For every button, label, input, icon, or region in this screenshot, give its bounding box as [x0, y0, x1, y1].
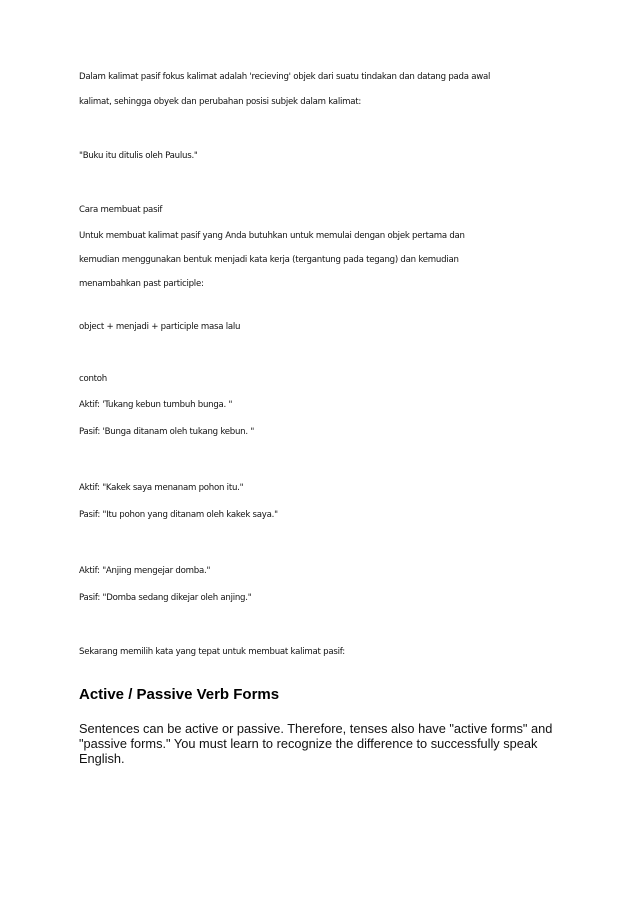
english-heading: Active / Passive Verb Forms [79, 686, 280, 703]
english-paragraph-line-1: Sentences can be active or passive. Therefore, tenses also have "active forms" and [79, 721, 553, 736]
paragraph-howto-line-3: menambahkan past participle: [79, 279, 204, 289]
paragraph-howto-line-2: kemudian menggunakan bentuk menjadi kata kerja (tergantung pada tegang) dan kemudian [79, 255, 459, 265]
formula: object + menjadi + participle masa lalu [79, 322, 241, 332]
section-title: Cara membuat pasif [79, 205, 163, 215]
example-1-passive: Pasif: 'Bunga ditanam oleh tukang kebun. " [79, 427, 255, 437]
example-3-passive: Pasif: "Domba sedang dikejar oleh anjing." [79, 593, 252, 603]
example-3-active: Aktif: "Anjing mengejar domba." [79, 566, 211, 576]
paragraph-intro-line-1: Dalam kalimat pasif fokus kalimat adalah 'recieving' objek dari suatu tindakan dan datang pada awal [79, 72, 491, 82]
example-2-active: Aktif: "Kakek saya menanam pohon itu." [79, 483, 244, 493]
example-1-active: Aktif: 'Tukang kebun tumbuh bunga. " [79, 400, 233, 410]
paragraph-howto-line-1: Untuk membuat kalimat pasif yang Anda butuhkan untuk memulai dengan objek pertama dan [79, 231, 465, 241]
english-paragraph-line-3: English. [79, 751, 125, 766]
paragraph-intro-line-2: kalimat, sehingga obyek dan perubahan posisi subjek dalam kalimat: [79, 97, 362, 107]
quote-example: "Buku itu ditulis oleh Paulus." [79, 151, 198, 161]
example-2-passive: Pasif: "Itu pohon yang ditanam oleh kakek saya." [79, 510, 278, 520]
english-paragraph-line-2: "passive forms." You must learn to recognize the difference to successfully speak [79, 736, 538, 751]
closing-line: Sekarang memilih kata yang tepat untuk membuat kalimat pasif: [79, 647, 345, 657]
examples-label: contoh [79, 374, 108, 384]
